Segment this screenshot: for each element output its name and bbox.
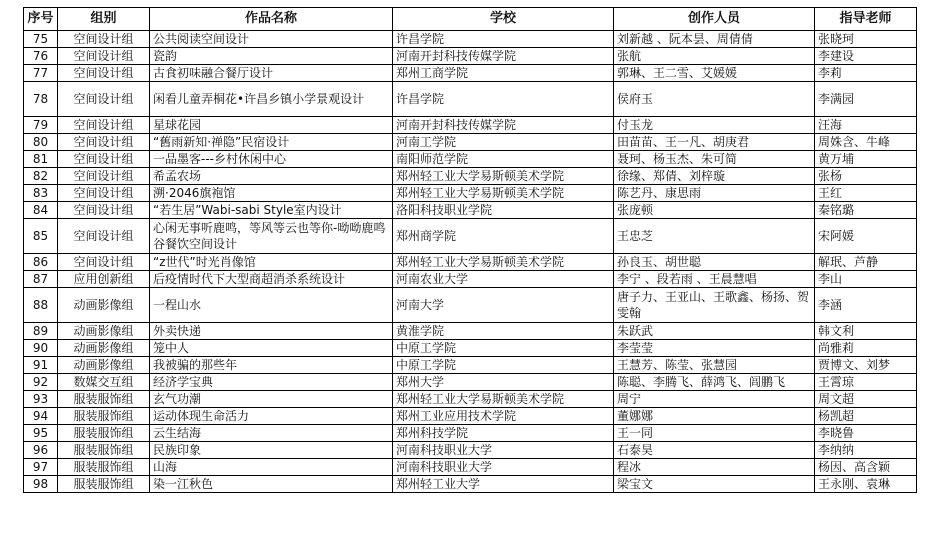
cell-advisor: 宋阿媛 <box>815 219 917 254</box>
cell-advisor: 李满园 <box>815 82 917 117</box>
cell-school: 黄淮学院 <box>393 323 614 340</box>
cell-advisor: 周文超 <box>815 391 917 408</box>
cell-creators: 石泰昊 <box>614 442 815 459</box>
cell-school: 许昌学院 <box>393 31 614 48</box>
table-row <box>24 219 917 254</box>
results-table <box>23 7 917 493</box>
cell-school: 郑州科技学院 <box>393 425 614 442</box>
cell-creators: 聂珂、杨玉杰、朱可简 <box>614 151 815 168</box>
cell-advisor: 周姝含、牛峰 <box>815 134 917 151</box>
cell-title: 闲看儿童弄桐花•许昌乡镇小学景观设计 <box>150 82 393 117</box>
cell-school: 许昌学院 <box>393 82 614 117</box>
table-row <box>24 340 917 357</box>
cell-id: 91 <box>24 357 58 374</box>
cell-title: 溯·2046旗袍馆 <box>150 185 393 202</box>
cell-group: 空间设计组 <box>58 219 150 254</box>
cell-advisor: 杨凯超 <box>815 408 917 425</box>
table-row <box>24 425 917 442</box>
cell-advisor: 秦铭璐 <box>815 202 917 219</box>
cell-school: 河南开封科技传媒学院 <box>393 117 614 134</box>
cell-group: 服装服饰组 <box>58 425 150 442</box>
table-row <box>24 459 917 476</box>
cell-school: 郑州轻工业大学 <box>393 476 614 493</box>
cell-group: 动画影像组 <box>58 340 150 357</box>
cell-creators: 李莹莹 <box>614 340 815 357</box>
cell-title: 云生结海 <box>150 425 393 442</box>
cell-school: 郑州轻工业大学易斯顿美术学院 <box>393 391 614 408</box>
cell-id: 89 <box>24 323 58 340</box>
cell-advisor: 尚雅莉 <box>815 340 917 357</box>
cell-creators: 朱跃武 <box>614 323 815 340</box>
cell-title: 星球花园 <box>150 117 393 134</box>
table-body <box>24 31 917 493</box>
table-row <box>24 254 917 271</box>
cell-id: 95 <box>24 425 58 442</box>
cell-id: 82 <box>24 168 58 185</box>
cell-id: 78 <box>24 82 58 117</box>
table-row <box>24 391 917 408</box>
cell-id: 92 <box>24 374 58 391</box>
cell-id: 75 <box>24 31 58 48</box>
cell-advisor: 李建设 <box>815 48 917 65</box>
cell-title: 一品墨客---乡村休闲中心 <box>150 151 393 168</box>
table-row <box>24 134 917 151</box>
cell-id: 80 <box>24 134 58 151</box>
cell-id: 88 <box>24 288 58 323</box>
cell-group: 空间设计组 <box>58 168 150 185</box>
cell-title: 民族印象 <box>150 442 393 459</box>
cell-title: 经济学宝典 <box>150 374 393 391</box>
cell-group: 空间设计组 <box>58 117 150 134</box>
cell-creators: 侯府玉 <box>614 82 815 117</box>
cell-title: 染一江秋色 <box>150 476 393 493</box>
cell-group: 服装服饰组 <box>58 408 150 425</box>
cell-title: 心闲无事听鹿鸣，等风等云也等你-呦呦鹿鸣谷餐饮空间设计 <box>150 219 393 254</box>
cell-group: 动画影像组 <box>58 288 150 323</box>
cell-title: 公共阅读空间设计 <box>150 31 393 48</box>
table-row <box>24 357 917 374</box>
table-row <box>24 151 917 168</box>
cell-school: 郑州轻工业大学易斯顿美术学院 <box>393 254 614 271</box>
cell-group: 空间设计组 <box>58 31 150 48</box>
cell-title: 运动体现生命活力 <box>150 408 393 425</box>
cell-creators: 唐子力、王亚山、王歌鑫、杨扬、贺雯翰 <box>614 288 815 323</box>
cell-school: 郑州轻工业大学易斯顿美术学院 <box>393 168 614 185</box>
cell-group: 空间设计组 <box>58 254 150 271</box>
cell-title: 一程山水 <box>150 288 393 323</box>
table-row <box>24 82 917 117</box>
cell-id: 84 <box>24 202 58 219</box>
cell-title: 后疫情时代下大型商超消杀系统设计 <box>150 271 393 288</box>
cell-creators: 王忠芝 <box>614 219 815 254</box>
cell-creators: 陈聪、李腾飞、薛鸿飞、闾鹏飞 <box>614 374 815 391</box>
cell-id: 79 <box>24 117 58 134</box>
cell-advisor: 李涵 <box>815 288 917 323</box>
cell-group: 空间设计组 <box>58 48 150 65</box>
cell-school: 河南大学 <box>393 288 614 323</box>
cell-school: 郑州商学院 <box>393 219 614 254</box>
cell-id: 85 <box>24 219 58 254</box>
cell-creators: 董娜娜 <box>614 408 815 425</box>
table-row <box>24 271 917 288</box>
cell-advisor: 韩文利 <box>815 323 917 340</box>
cell-id: 86 <box>24 254 58 271</box>
cell-creators: 张航 <box>614 48 815 65</box>
table-row <box>24 48 917 65</box>
cell-advisor: 王永刚、袁琳 <box>815 476 917 493</box>
cell-school: 郑州大学 <box>393 374 614 391</box>
header-title: 作品名称 <box>150 8 393 31</box>
cell-id: 83 <box>24 185 58 202</box>
cell-creators: 张庞顿 <box>614 202 815 219</box>
cell-advisor: 王霄琼 <box>815 374 917 391</box>
cell-advisor: 李晓鲁 <box>815 425 917 442</box>
cell-school: 中原工学院 <box>393 357 614 374</box>
table-row <box>24 202 917 219</box>
table-row <box>24 65 917 82</box>
cell-creators: 孙良玉、胡世聪 <box>614 254 815 271</box>
cell-advisor: 张杨 <box>815 168 917 185</box>
table-row <box>24 408 917 425</box>
cell-id: 81 <box>24 151 58 168</box>
cell-id: 76 <box>24 48 58 65</box>
cell-group: 动画影像组 <box>58 357 150 374</box>
cell-title: 古食初味融合餐厅设计 <box>150 65 393 82</box>
cell-creators: 李宁 、段若雨 、王晨慧唱 <box>614 271 815 288</box>
cell-group: 服装服饰组 <box>58 476 150 493</box>
cell-school: 河南科技职业大学 <box>393 459 614 476</box>
cell-creators: 王一同 <box>614 425 815 442</box>
cell-creators: 郭琳、王二雪、艾媛媛 <box>614 65 815 82</box>
cell-creators: 陈艺丹、康思雨 <box>614 185 815 202</box>
results-table-container <box>23 7 917 493</box>
cell-group: 空间设计组 <box>58 65 150 82</box>
cell-title: 外卖快递 <box>150 323 393 340</box>
cell-school: 郑州工商学院 <box>393 65 614 82</box>
table-row <box>24 288 917 323</box>
header-group: 组别 <box>58 8 150 31</box>
cell-group: 空间设计组 <box>58 185 150 202</box>
cell-group: 空间设计组 <box>58 202 150 219</box>
cell-title: “若生居”Wabi-sabi Style室内设计 <box>150 202 393 219</box>
cell-group: 服装服饰组 <box>58 442 150 459</box>
cell-school: 河南科技职业大学 <box>393 442 614 459</box>
header-creators: 创作人员 <box>614 8 815 31</box>
cell-title: 我被骗的那些年 <box>150 357 393 374</box>
cell-group: 服装服饰组 <box>58 459 150 476</box>
cell-school: 郑州轻工业大学易斯顿美术学院 <box>393 185 614 202</box>
cell-advisor: 李莉 <box>815 65 917 82</box>
table-row <box>24 117 917 134</box>
cell-title: “舊雨新知·禅隐”民宿设计 <box>150 134 393 151</box>
cell-advisor: 张晓珂 <box>815 31 917 48</box>
cell-id: 97 <box>24 459 58 476</box>
cell-creators: 田苗苗、王一凡、胡庚君 <box>614 134 815 151</box>
cell-id: 77 <box>24 65 58 82</box>
cell-school: 南阳师范学院 <box>393 151 614 168</box>
cell-title: 笼中人 <box>150 340 393 357</box>
table-row <box>24 168 917 185</box>
cell-title: 山海 <box>150 459 393 476</box>
cell-group: 空间设计组 <box>58 151 150 168</box>
cell-id: 94 <box>24 408 58 425</box>
cell-advisor: 贾博文、刘梦 <box>815 357 917 374</box>
cell-school: 河南农业大学 <box>393 271 614 288</box>
cell-advisor: 杨因、高含颖 <box>815 459 917 476</box>
cell-school: 郑州工业应用技术学院 <box>393 408 614 425</box>
cell-creators: 程冰 <box>614 459 815 476</box>
cell-advisor: 李纳纳 <box>815 442 917 459</box>
cell-group: 服装服饰组 <box>58 391 150 408</box>
cell-title: 玄气功潮 <box>150 391 393 408</box>
cell-school: 河南工学院 <box>393 134 614 151</box>
cell-advisor: 李山 <box>815 271 917 288</box>
cell-group: 数媒交互组 <box>58 374 150 391</box>
table-row <box>24 323 917 340</box>
cell-id: 93 <box>24 391 58 408</box>
cell-title: “z世代”时光肖像馆 <box>150 254 393 271</box>
cell-id: 96 <box>24 442 58 459</box>
cell-creators: 周宁 <box>614 391 815 408</box>
cell-school: 河南开封科技传媒学院 <box>393 48 614 65</box>
cell-advisor: 黄万埔 <box>815 151 917 168</box>
header-advisor: 指导老师 <box>815 8 917 31</box>
cell-id: 87 <box>24 271 58 288</box>
cell-title: 瓷韵 <box>150 48 393 65</box>
cell-creators: 徐缘、郑倩、刘梓璇 <box>614 168 815 185</box>
cell-creators: 梁宝文 <box>614 476 815 493</box>
cell-creators: 刘新越 、阮本昙、周倩倩 <box>614 31 815 48</box>
cell-school: 中原工学院 <box>393 340 614 357</box>
header-school: 学校 <box>393 8 614 31</box>
cell-group: 空间设计组 <box>58 134 150 151</box>
cell-group: 应用创新组 <box>58 271 150 288</box>
cell-creators: 王慧芳、陈莹、张慧园 <box>614 357 815 374</box>
cell-school: 洛阳科技职业学院 <box>393 202 614 219</box>
table-row <box>24 476 917 493</box>
cell-title: 希孟农场 <box>150 168 393 185</box>
cell-group: 动画影像组 <box>58 323 150 340</box>
cell-advisor: 王红 <box>815 185 917 202</box>
header-id: 序号 <box>24 8 58 31</box>
cell-id: 98 <box>24 476 58 493</box>
table-row <box>24 31 917 48</box>
table-header-row <box>24 8 917 31</box>
table-row <box>24 442 917 459</box>
table-row <box>24 185 917 202</box>
cell-group: 空间设计组 <box>58 82 150 117</box>
cell-id: 90 <box>24 340 58 357</box>
cell-advisor: 汪海 <box>815 117 917 134</box>
table-row <box>24 374 917 391</box>
cell-advisor: 解珉、芦静 <box>815 254 917 271</box>
cell-creators: 付玉龙 <box>614 117 815 134</box>
